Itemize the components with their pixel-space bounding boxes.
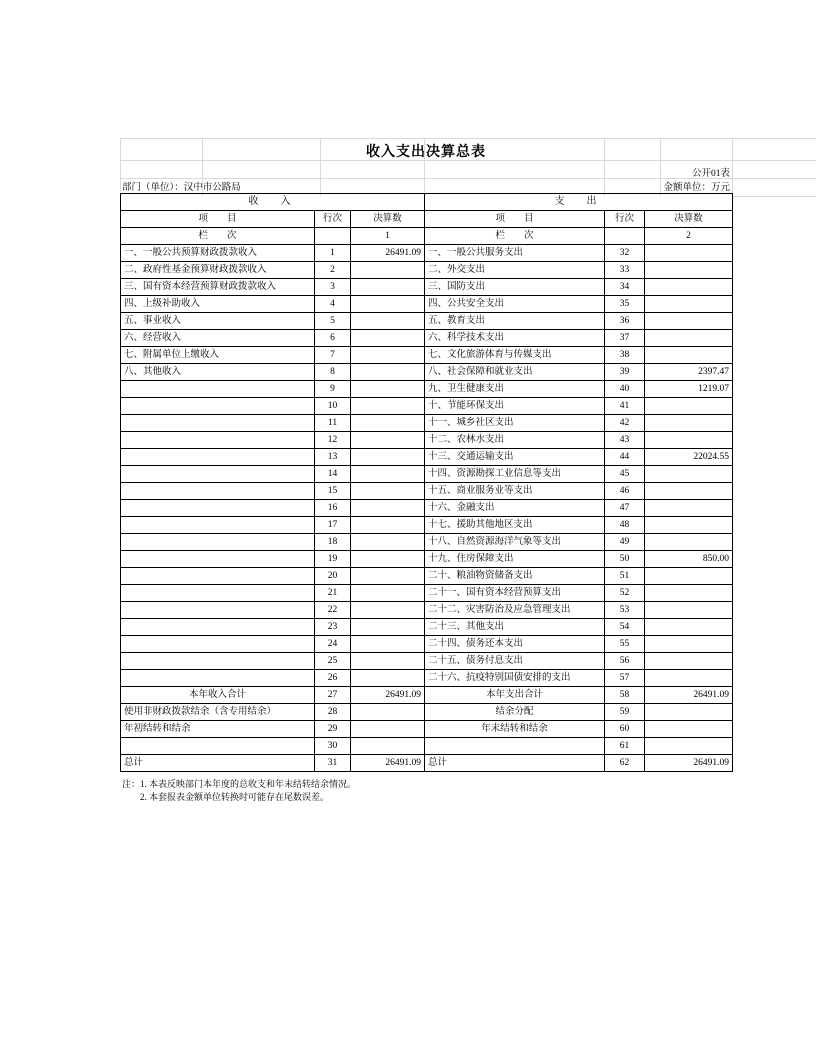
- group-header-row: [121, 194, 733, 211]
- income-rowno: 7: [315, 347, 351, 364]
- income-rowno: 9: [315, 381, 351, 398]
- income-value: 26491.09: [351, 245, 425, 262]
- income-value: [351, 636, 425, 653]
- income-rowno: 17: [315, 517, 351, 534]
- expense-value: [645, 602, 733, 619]
- column-number-row: [121, 228, 733, 245]
- expense-value: [645, 704, 733, 721]
- income-item: [121, 585, 315, 602]
- income-total-value: 26491.09: [351, 755, 425, 772]
- expense-item: 十五、商业服务业等支出: [425, 483, 605, 500]
- expense-item: 一、一般公共服务支出: [425, 245, 605, 262]
- expense-item: 十二、农林水支出: [425, 432, 605, 449]
- income-item: 四、上级补助收入: [121, 296, 315, 313]
- expense-column-label: 栏 次: [425, 228, 605, 245]
- expense-item: 二十三、其他支出: [425, 619, 605, 636]
- income-item: [121, 432, 315, 449]
- expense-colno: 2: [645, 228, 733, 245]
- income-value: [351, 721, 425, 738]
- income-rowno: 19: [315, 551, 351, 568]
- income-value: [351, 296, 425, 313]
- report-sheet: [120, 138, 732, 804]
- income-item: [121, 500, 315, 517]
- income-item: 六、经营收入: [121, 330, 315, 347]
- income-rowno: 3: [315, 279, 351, 296]
- table-body: [121, 245, 733, 755]
- income-rowno: 22: [315, 602, 351, 619]
- table-row: [121, 279, 733, 296]
- expense-value: 1219.07: [645, 381, 733, 398]
- expense-value: [645, 585, 733, 602]
- table-row: [121, 653, 733, 670]
- expense-item: 二十五、债务付息支出: [425, 653, 605, 670]
- expense-value: 22024.55: [645, 449, 733, 466]
- expense-group-header: 支 出: [425, 194, 733, 211]
- income-value: [351, 653, 425, 670]
- income-item: [121, 415, 315, 432]
- expense-rowno: 50: [605, 551, 645, 568]
- income-item: [121, 449, 315, 466]
- expense-value: [645, 619, 733, 636]
- income-value: [351, 585, 425, 602]
- income-value: 26491.09: [351, 687, 425, 704]
- note-line-2: 2. 本套报表金额单位转换时可能存在尾数误差。: [122, 792, 330, 802]
- note-line-1: 注：1. 本表反映部门本年度的总收支和年末结转结余情况。: [122, 779, 357, 789]
- table-row: [121, 364, 733, 381]
- expense-item: 八、社会保障和就业支出: [425, 364, 605, 381]
- expense-rowno: 58: [605, 687, 645, 704]
- expense-value: [645, 721, 733, 738]
- expense-item: 十八、自然资源海洋气象等支出: [425, 534, 605, 551]
- income-rowno: 11: [315, 415, 351, 432]
- table-row: [121, 483, 733, 500]
- income-value: [351, 517, 425, 534]
- expense-item: 十一、城乡社区支出: [425, 415, 605, 432]
- expense-value: [645, 738, 733, 755]
- income-item: 八、其他收入: [121, 364, 315, 381]
- income-item: 二、政府性基金预算财政拨款收入: [121, 262, 315, 279]
- expense-item: 二十、粮油物资储备支出: [425, 568, 605, 585]
- income-rowno: 12: [315, 432, 351, 449]
- expense-item: 年末结转和结余: [425, 721, 605, 738]
- expense-item: 五、教育支出: [425, 313, 605, 330]
- table-row: [121, 347, 733, 364]
- table-row: [121, 602, 733, 619]
- income-rowno: 28: [315, 704, 351, 721]
- expense-value: [645, 279, 733, 296]
- table-row: [121, 449, 733, 466]
- income-rowno: 24: [315, 636, 351, 653]
- table-row: [121, 738, 733, 755]
- table-row: [121, 636, 733, 653]
- income-value: [351, 483, 425, 500]
- expense-value: 850.00: [645, 551, 733, 568]
- table-row: [121, 704, 733, 721]
- income-item: [121, 517, 315, 534]
- table-row: [121, 296, 733, 313]
- form-code: 公开01表: [691, 169, 730, 179]
- expense-rowno: 32: [605, 245, 645, 262]
- income-value: [351, 330, 425, 347]
- income-rowno: 6: [315, 330, 351, 347]
- income-rowno: 20: [315, 568, 351, 585]
- expense-total-rowno: 62: [605, 755, 645, 772]
- table-row: [121, 262, 733, 279]
- income-item: [121, 534, 315, 551]
- income-item-header: 项 目: [121, 211, 315, 228]
- expense-value: [645, 313, 733, 330]
- table-notes: [120, 778, 732, 804]
- expense-rowno: 57: [605, 670, 645, 687]
- income-item: [121, 619, 315, 636]
- income-rowno-header: 行次: [315, 211, 351, 228]
- expense-rowno: 46: [605, 483, 645, 500]
- income-value: [351, 449, 425, 466]
- expense-rowno: 54: [605, 619, 645, 636]
- income-rowno: 25: [315, 653, 351, 670]
- table-row: [121, 500, 733, 517]
- expense-rowno: 53: [605, 602, 645, 619]
- expense-rowno: 38: [605, 347, 645, 364]
- income-rowno: 4: [315, 296, 351, 313]
- column-header-row: [121, 211, 733, 228]
- income-group-header: 收 入: [121, 194, 425, 211]
- income-value: [351, 704, 425, 721]
- income-item: 年初结转和结余: [121, 721, 315, 738]
- table-row: [121, 517, 733, 534]
- expense-value: 26491.09: [645, 687, 733, 704]
- income-value: [351, 415, 425, 432]
- income-value: [351, 347, 425, 364]
- expense-value: [645, 500, 733, 517]
- income-value: [351, 381, 425, 398]
- income-column-label: 栏 次: [121, 228, 315, 245]
- table-row: [121, 398, 733, 415]
- table-row: [121, 568, 733, 585]
- expense-item: 六、科学技术支出: [425, 330, 605, 347]
- table-row: [121, 432, 733, 449]
- expense-item: 二十六、抗疫特别国债安排的支出: [425, 670, 605, 687]
- expense-item: 九、卫生健康支出: [425, 381, 605, 398]
- expense-item: 十四、资源勘探工业信息等支出: [425, 466, 605, 483]
- table-row-total: [121, 755, 733, 772]
- expense-rowno: 45: [605, 466, 645, 483]
- table-row: [121, 466, 733, 483]
- income-item: 使用非财政拨款结余（含专用结余）: [121, 704, 315, 721]
- table-row: [121, 619, 733, 636]
- expense-rowno: 47: [605, 500, 645, 517]
- expense-rowno: 55: [605, 636, 645, 653]
- expense-value: [645, 517, 733, 534]
- expense-rowno: 34: [605, 279, 645, 296]
- table-row: [121, 415, 733, 432]
- expense-rowno: 48: [605, 517, 645, 534]
- expense-rowno: 42: [605, 415, 645, 432]
- expense-item: 十、节能环保支出: [425, 398, 605, 415]
- income-rowno: 13: [315, 449, 351, 466]
- expense-rowno: 36: [605, 313, 645, 330]
- income-item: 一、一般公共预算财政拨款收入: [121, 245, 315, 262]
- expense-item: 二十一、国有资本经营预算支出: [425, 585, 605, 602]
- income-rowno: 5: [315, 313, 351, 330]
- expense-colno-blank: [605, 228, 645, 245]
- expense-value: [645, 262, 733, 279]
- table-row: [121, 330, 733, 347]
- expense-value: [645, 245, 733, 262]
- income-value: [351, 262, 425, 279]
- expense-rowno: 37: [605, 330, 645, 347]
- expense-item: 四、公共安全支出: [425, 296, 605, 313]
- page-title: 收入支出决算总表: [366, 145, 486, 160]
- income-rowno: 10: [315, 398, 351, 415]
- income-rowno: 14: [315, 466, 351, 483]
- expense-rowno: 51: [605, 568, 645, 585]
- income-rowno: 21: [315, 585, 351, 602]
- income-item: [121, 551, 315, 568]
- income-value: [351, 670, 425, 687]
- income-value: [351, 279, 425, 296]
- table-row: [121, 245, 733, 262]
- income-rowno: 23: [315, 619, 351, 636]
- expense-rowno: 52: [605, 585, 645, 602]
- income-value: [351, 738, 425, 755]
- amount-unit-label: 金额单位：万元: [663, 183, 730, 193]
- income-colno-blank: [315, 228, 351, 245]
- expense-item: 本年支出合计: [425, 687, 605, 704]
- income-item: [121, 381, 315, 398]
- expense-item: 二十二、灾害防治及应急管理支出: [425, 602, 605, 619]
- expense-item: 十七、援助其他地区支出: [425, 517, 605, 534]
- income-amount-header: 决算数: [351, 211, 425, 228]
- expense-value: [645, 466, 733, 483]
- expense-rowno: 39: [605, 364, 645, 381]
- income-item: 三、国有资本经营预算财政拨款收入: [121, 279, 315, 296]
- income-rowno: 30: [315, 738, 351, 755]
- expense-value: [645, 636, 733, 653]
- income-value: [351, 534, 425, 551]
- income-value: [351, 568, 425, 585]
- table-row: [121, 551, 733, 568]
- expense-value: [645, 330, 733, 347]
- income-value: [351, 602, 425, 619]
- expense-value: [645, 534, 733, 551]
- expense-item: 二、外交支出: [425, 262, 605, 279]
- expense-value: [645, 415, 733, 432]
- expense-total-label: 总计: [425, 755, 605, 772]
- income-item: [121, 466, 315, 483]
- income-rowno: 26: [315, 670, 351, 687]
- expense-rowno: 43: [605, 432, 645, 449]
- expense-rowno: 56: [605, 653, 645, 670]
- income-rowno: 29: [315, 721, 351, 738]
- expense-value: [645, 568, 733, 585]
- expense-value: [645, 296, 733, 313]
- income-rowno: 16: [315, 500, 351, 517]
- expense-rowno: 61: [605, 738, 645, 755]
- grid-line: [732, 196, 816, 197]
- income-rowno: 15: [315, 483, 351, 500]
- income-value: [351, 466, 425, 483]
- income-expense-table: [120, 193, 733, 772]
- income-item: [121, 670, 315, 687]
- expense-item: 二十四、债务还本支出: [425, 636, 605, 653]
- expense-rowno: 44: [605, 449, 645, 466]
- table-row: [121, 585, 733, 602]
- expense-rowno: 60: [605, 721, 645, 738]
- expense-item-header: 项 目: [425, 211, 605, 228]
- income-item: [121, 636, 315, 653]
- income-item: [121, 568, 315, 585]
- expense-item: 十六、金融支出: [425, 500, 605, 517]
- expense-item: [425, 738, 605, 755]
- expense-amount-header: 决算数: [645, 211, 733, 228]
- expense-rowno: 33: [605, 262, 645, 279]
- expense-total-value: 26491.09: [645, 755, 733, 772]
- expense-value: [645, 432, 733, 449]
- income-item: 七、附属单位上缴收入: [121, 347, 315, 364]
- table-row: [121, 670, 733, 687]
- expense-value: [645, 670, 733, 687]
- income-value: [351, 551, 425, 568]
- expense-rowno-header: 行次: [605, 211, 645, 228]
- expense-value: [645, 483, 733, 500]
- income-total-rowno: 31: [315, 755, 351, 772]
- income-item: 五、事业收入: [121, 313, 315, 330]
- income-rowno: 8: [315, 364, 351, 381]
- expense-item: 三、国防支出: [425, 279, 605, 296]
- income-value: [351, 313, 425, 330]
- income-item: [121, 653, 315, 670]
- expense-item: 十三、交通运输支出: [425, 449, 605, 466]
- income-rowno: 27: [315, 687, 351, 704]
- expense-value: [645, 347, 733, 364]
- table-row: [121, 313, 733, 330]
- expense-rowno: 41: [605, 398, 645, 415]
- income-item: 本年收入合计: [121, 687, 315, 704]
- expense-item: 十九、住房保障支出: [425, 551, 605, 568]
- expense-item: 结余分配: [425, 704, 605, 721]
- expense-value: 2397.47: [645, 364, 733, 381]
- income-item: [121, 738, 315, 755]
- income-item: [121, 483, 315, 500]
- table-row: [121, 534, 733, 551]
- department-row: [120, 179, 732, 193]
- expense-rowno: 40: [605, 381, 645, 398]
- form-code-row: [120, 165, 732, 179]
- income-value: [351, 619, 425, 636]
- expense-rowno: 35: [605, 296, 645, 313]
- expense-rowno: 59: [605, 704, 645, 721]
- table-row: [121, 721, 733, 738]
- income-colno: 1: [351, 228, 425, 245]
- department-label: 部门（单位）：汉中市公路局: [122, 183, 241, 193]
- income-value: [351, 398, 425, 415]
- table-row: [121, 381, 733, 398]
- income-rowno: 2: [315, 262, 351, 279]
- expense-value: [645, 653, 733, 670]
- income-item: [121, 398, 315, 415]
- income-rowno: 1: [315, 245, 351, 262]
- income-total-label: 总计: [121, 755, 315, 772]
- income-item: [121, 602, 315, 619]
- income-rowno: 18: [315, 534, 351, 551]
- income-value: [351, 432, 425, 449]
- expense-item: 七、文化旅游体育与传媒支出: [425, 347, 605, 364]
- expense-value: [645, 398, 733, 415]
- table-row: [121, 687, 733, 704]
- expense-rowno: 49: [605, 534, 645, 551]
- income-value: [351, 500, 425, 517]
- income-value: [351, 364, 425, 381]
